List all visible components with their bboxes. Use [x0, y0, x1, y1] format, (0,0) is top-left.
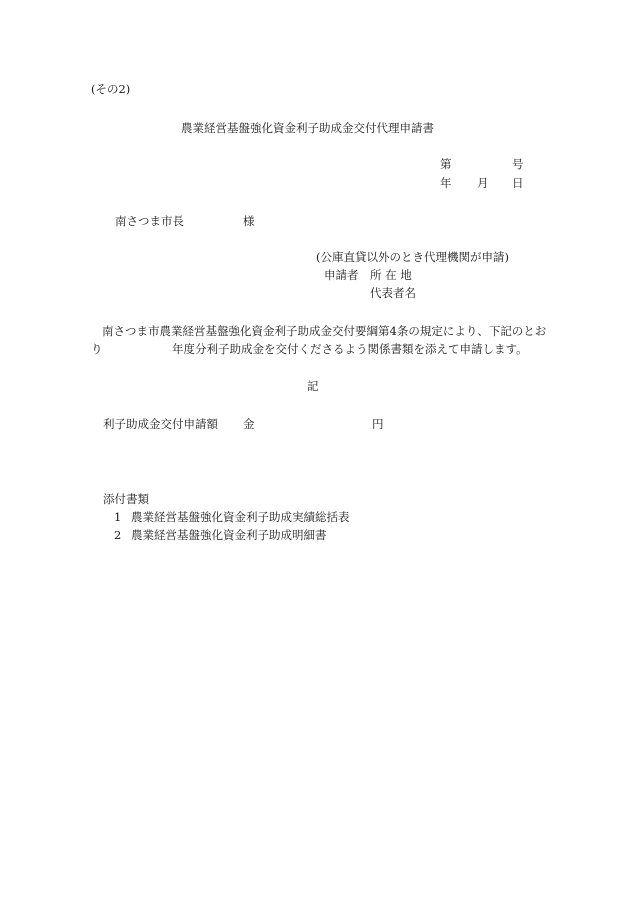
- applicant-label: 申請者: [324, 268, 359, 282]
- attachment-item-2-text: 農業経営基盤強化資金利子助成明細書: [131, 528, 327, 542]
- amount-yen: 円: [372, 417, 384, 431]
- applicant-rep-label: 代表者名: [370, 286, 416, 300]
- doc-title: 農業経営基盤強化資金利子助成金交付代理申請書: [181, 121, 434, 135]
- number-suffix: 号: [512, 157, 524, 171]
- applicant-note: (公庫直貸以外のとき代理機関が申請): [316, 250, 509, 264]
- date-year: 年: [440, 176, 452, 190]
- amount-label: 利子助成金交付申請額: [103, 417, 218, 431]
- addressee-honorific: 様: [243, 214, 255, 228]
- attachment-item-2-num: 2: [114, 528, 122, 542]
- ki-mark: 記: [307, 379, 319, 393]
- attachment-item-1-num: 1: [114, 510, 122, 524]
- body-line-1: 南さつま市農業経営基盤強化資金利子助成金交付要綱第4条の規定により、下記のとお: [102, 324, 547, 338]
- attachment-item-1-text: 農業経営基盤強化資金利子助成実績総括表: [131, 510, 350, 524]
- attachments-heading: 添付書類: [103, 492, 149, 506]
- applicant-address-label: 所 在 地: [370, 268, 412, 282]
- date-day: 日: [512, 176, 524, 190]
- date-month: 月: [477, 176, 489, 190]
- amount-kin: 金: [243, 417, 255, 431]
- doc-label: (その2): [91, 82, 131, 96]
- body-line-2-rest: 年度分利子助成金を交付くださるよう関係書類を添えて申請します。: [172, 342, 528, 356]
- body-line-2-start: り: [91, 342, 103, 356]
- addressee-name: 南さつま市長: [115, 214, 184, 228]
- number-prefix: 第: [440, 157, 452, 171]
